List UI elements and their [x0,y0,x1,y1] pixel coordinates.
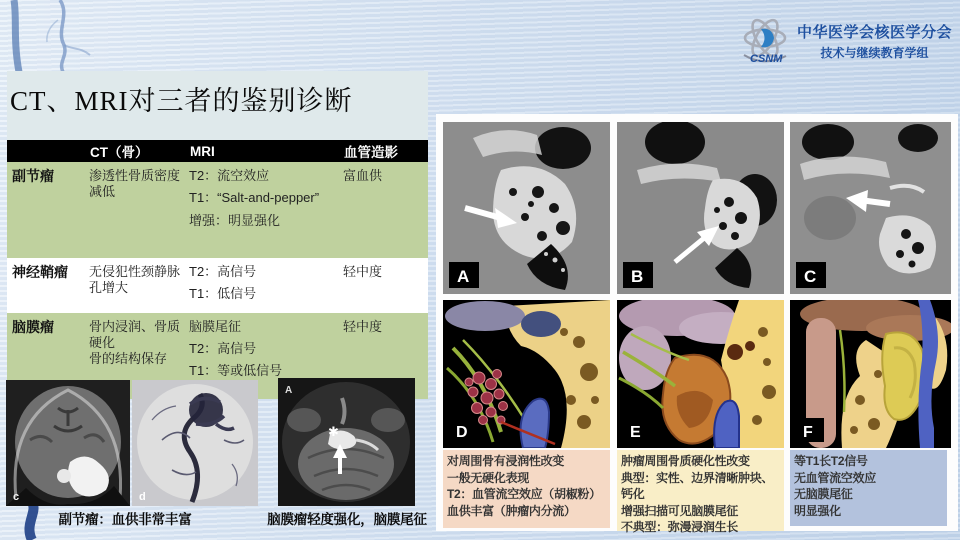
header-ct: CT（骨） [90,145,149,160]
cell-mri: T2：流空效应 T1：“Salt-and-pepper” 增强：明显强化 [189,168,320,228]
cell-ct: 无侵犯性颈静脉孔增大 [89,264,181,296]
background-vessel-top-image [0,0,140,72]
figure-label: A [285,385,293,396]
cell-angiography: 富血供 [343,168,383,183]
figure-label: D [456,424,468,441]
figure-label: E [630,424,641,441]
slide-title: CT、MRI对三者的鉴别诊断 [10,86,353,116]
figure-label: c [13,491,20,503]
table-row-paraganglioma [7,162,428,258]
svg-text:✱: ✱ [328,424,339,439]
row-name: 副节瘤 [12,168,54,184]
row-name: 神经鞘瘤 [12,264,68,280]
cell-mri: T2：高信号 T1：低信号 [189,264,257,302]
figure-label: B [631,267,644,286]
cell-mri: 脑膜尾征 T2：高信号 T1：等或低信号 [189,318,283,378]
org-name-line1: 中华医学会核医学分会 [796,24,952,41]
figure-label: F [803,424,813,441]
cell-angiography: 轻中度 [343,264,383,279]
figure-coronal-mri-image [6,380,130,506]
figure-f-illustration-image [790,300,951,448]
figure-d-illustration-image [443,300,610,448]
note-paraganglioma: 对周围骨有浸润性改变 一般无硬化表现 T2：血管流空效应（胡椒粉） 血供丰富（肿瘤内分流） [443,450,610,528]
header-angiography: 血管造影 [344,145,398,160]
caption-paraganglioma: 副节瘤：血供非常丰富 [58,512,192,527]
title-band [7,71,428,141]
cell-ct: 渗透性骨质密度减低 [89,168,181,200]
csnm-acronym: CSNM [749,53,783,64]
table-row-schwannoma [7,258,428,313]
figure-label: d [139,491,146,503]
note-schwannoma: 肿瘤周围骨质硬化性改变 典型：实性、边界清晰肿块、钙化 增强扫描可见脑膜尾征 不典型：弥漫浸润生长 [617,450,784,531]
figure-axial-mri-image [278,378,415,506]
cell-angiography: 轻中度 [343,318,383,334]
header-mri: MRI [190,143,215,159]
figure-label: C [804,267,817,286]
cell-ct: 骨内浸润、骨质硬化 骨的结构保存 [89,318,181,366]
figure-a-ct-image [443,122,610,294]
caption-meningioma: 脑膜瘤轻度强化，脑膜尾征 [267,512,427,527]
figure-b-ct-image [617,122,784,294]
table-header-row [7,140,428,162]
figure-label: A [457,267,470,286]
figure-angiogram-image [132,380,258,506]
figure-c-ct-image [790,122,951,294]
figure-panel [436,114,958,535]
row-name: 脑膜瘤 [12,318,54,335]
org-name-line2: 技术与继续教育学组 [820,46,929,60]
org-logo [739,18,952,64]
figure-e-illustration-image [617,300,784,448]
diagnosis-table [7,140,428,399]
csnm-atom-icon [739,18,791,64]
note-meningioma: 等T1长T2信号 无血管流空效应 无脑膜尾征 明显强化 [790,450,947,526]
